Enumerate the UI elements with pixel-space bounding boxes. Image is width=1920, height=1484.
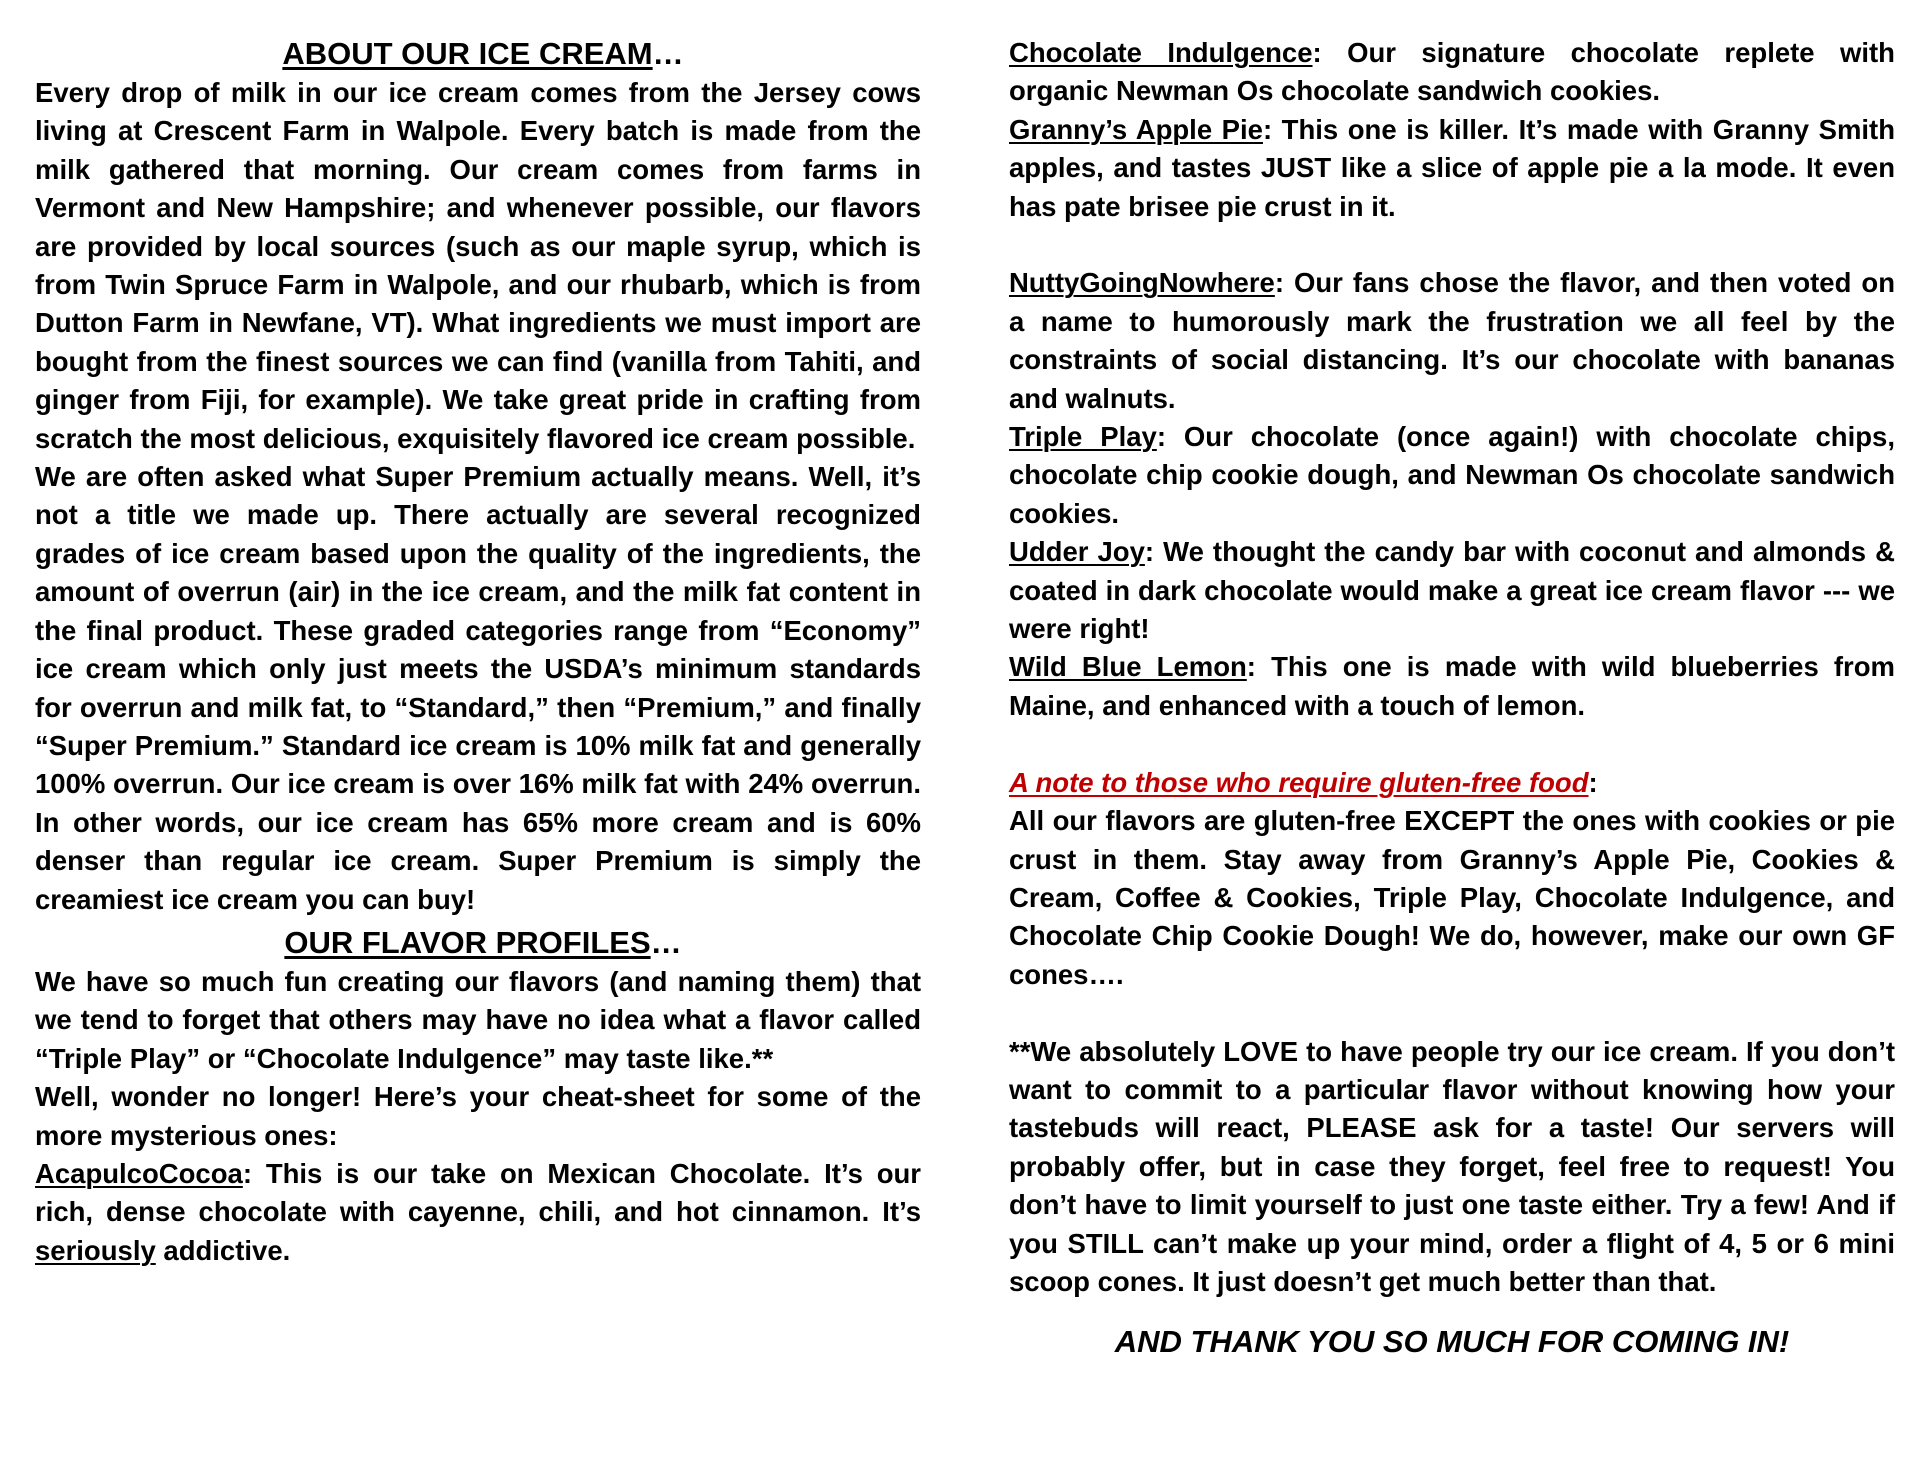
flavor-description: : Our signature chocolate replete with organic Newman Os chocolate sandwich cookies. [1009,37,1895,107]
profiles-wonder: Well, wonder no longer! Here’s your cheat-sheet for some of the more mysterious ones: [35,1081,921,1151]
flavor-description: : Our fans chose the flavor, and then voted on a name to humorously mark the frustration we all feel by the constraints of social distancing. It’s our chocolate with bananas and walnuts. [1009,267,1895,414]
flavor-name: Chocolate Indulgence [1009,37,1313,68]
profiles-title-text: OUR FLAVOR PROFILES [284,924,651,960]
about-paragraph-2: We are often asked what Super Premium actually means. Well, it’s not a title we made up. There actually are several recognized grades of ice cream based upon the quality of the ingredients, the amount of overrun (air) in the ice cream, and the milk fat content in the final product. These graded categories range from “Economy” ice cream which only just meets the USDA’s minimum standards for overrun and milk fat, to “Standard,” then “Premium,” and finally “Super Premium.” Standard ice cream is 10% milk fat and generally 100% overrun. Our ice cream is over 16% milk fat with 24% overrun. In other words, our ice cream has 65% more cream and is 60% denser than regular ice cream. Super Premium is simply the creamiest ice cream you can buy! [35,461,921,915]
profiles-intro: We have so much fun creating our flavors (and naming them) that we tend to forget that others may have no idea what a flavor called “Triple Play” or “Chocolate Indulgence” may taste like.** [35,965,921,1074]
flavor-chocolate-indulgence [1009,34,1895,111]
tasting-note: **We absolutely LOVE to have people try our ice cream. If you don’t want to commit to a particular flavor without knowing how your tastebuds will react, PLEASE ask for a taste! Our servers will probably offer, but in case they forget, feel free to request! You don’t have to limit yourself to just one taste either. Try a few! And if you STILL can’t make up your mind, order a flight of 4, 5 or 6 mini scoop cones. It just doesn’t get much better than that. [1009,1035,1895,1297]
flavor-name: Granny’s Apple Pie [1009,113,1263,145]
about-title-text: ABOUT OUR ICE CREAM [282,36,653,71]
about-paragraph-1: Every drop of milk in our ice cream comes from the Jersey cows living at Crescent Farm in Walpole. Every batch is made from the milk gathered that morning. Our cream comes from farms in Vermont and New Hampshire; and whenever possible, our flavors are provided by local sources (such as our maple syrup, which is from Twin Spruce Farm in Walpole, and our rhubarb, which is from Dutton Farm in Newfane, VT). What ingredients we must import are bought from the finest sources we can find (vanilla from Tahiti, and ginger from Fiji, for example). We take great pride in crafting from scratch the most delicious, exquisitely flavored ice cream possible. [35,77,921,454]
flavor-nutty-going-nowhere [1009,264,1895,418]
flavor-acapulco-cocoa [35,1155,921,1270]
about-title-suffix: … [652,36,684,71]
flavor-description: : This is our take on Mexican Chocolate. It’s our rich, dense chocolate with cayenne, chili, and hot cinnamon. It’s [35,1157,921,1228]
right-column [1009,34,1895,1363]
flavor-emphasis: seriously [35,1234,156,1266]
flavor-name: NuttyGoingNowhere [1009,267,1275,299]
flavor-name: Udder Joy [1009,536,1145,568]
flavor-description: : This one is killer. It’s made with Granny Smith apples, and tastes JUST like a slice of apple pie a la mode. It even has pate brisee pie crust in it. [1009,113,1895,222]
gluten-free-text: All our flavors are gluten-free EXCEPT the ones with cookies or pie crust in them. Stay away from Granny’s Apple Pie, Cookies & Cream, Coffee & Cookies, Triple Play, Chocolate Indulgence, and Chocolate Chip Cookie Dough! We do, however, make our own GF cones…. [1009,805,1895,990]
flavor-description-end: addictive. [155,1234,291,1266]
spacer [1009,994,1895,1032]
flavor-udder-joy [1009,533,1895,648]
left-column [35,34,921,1270]
gluten-free-heading-suffix: : [1588,766,1598,798]
spacer [1009,725,1895,763]
flavor-description: : Our chocolate (once again!) with chocolate chips, chocolate chip cookie dough, and Newman Os chocolate sandwich cookies. [1009,421,1895,529]
flavor-description: : This one is made with wild blueberries from Maine, and enhanced with a touch of lemon. [1009,651,1896,721]
closing-thanks: AND THANK YOU SO MUCH FOR COMING IN! [1114,1324,1790,1360]
about-title [35,34,921,74]
spacer [1009,226,1895,264]
flavor-description: : We thought the candy bar with coconut and almonds & coated in dark chocolate would make a great ice cream flavor --- we were right! [1009,536,1895,645]
flavor-name: AcapulcoCocoa [35,1157,243,1189]
flavor-name: Wild Blue Lemon [1009,651,1247,683]
gluten-free-heading-text: A note to those who require gluten-free food [1009,766,1589,798]
flavor-wild-blue-lemon [1009,648,1895,725]
gluten-free-heading [1009,764,1895,802]
profiles-title [35,923,921,963]
profiles-title-suffix: … [650,924,682,960]
flavor-triple-play [1009,418,1895,533]
flavor-grannys-apple-pie [1009,111,1895,226]
flavor-name: Triple Play [1009,421,1157,453]
